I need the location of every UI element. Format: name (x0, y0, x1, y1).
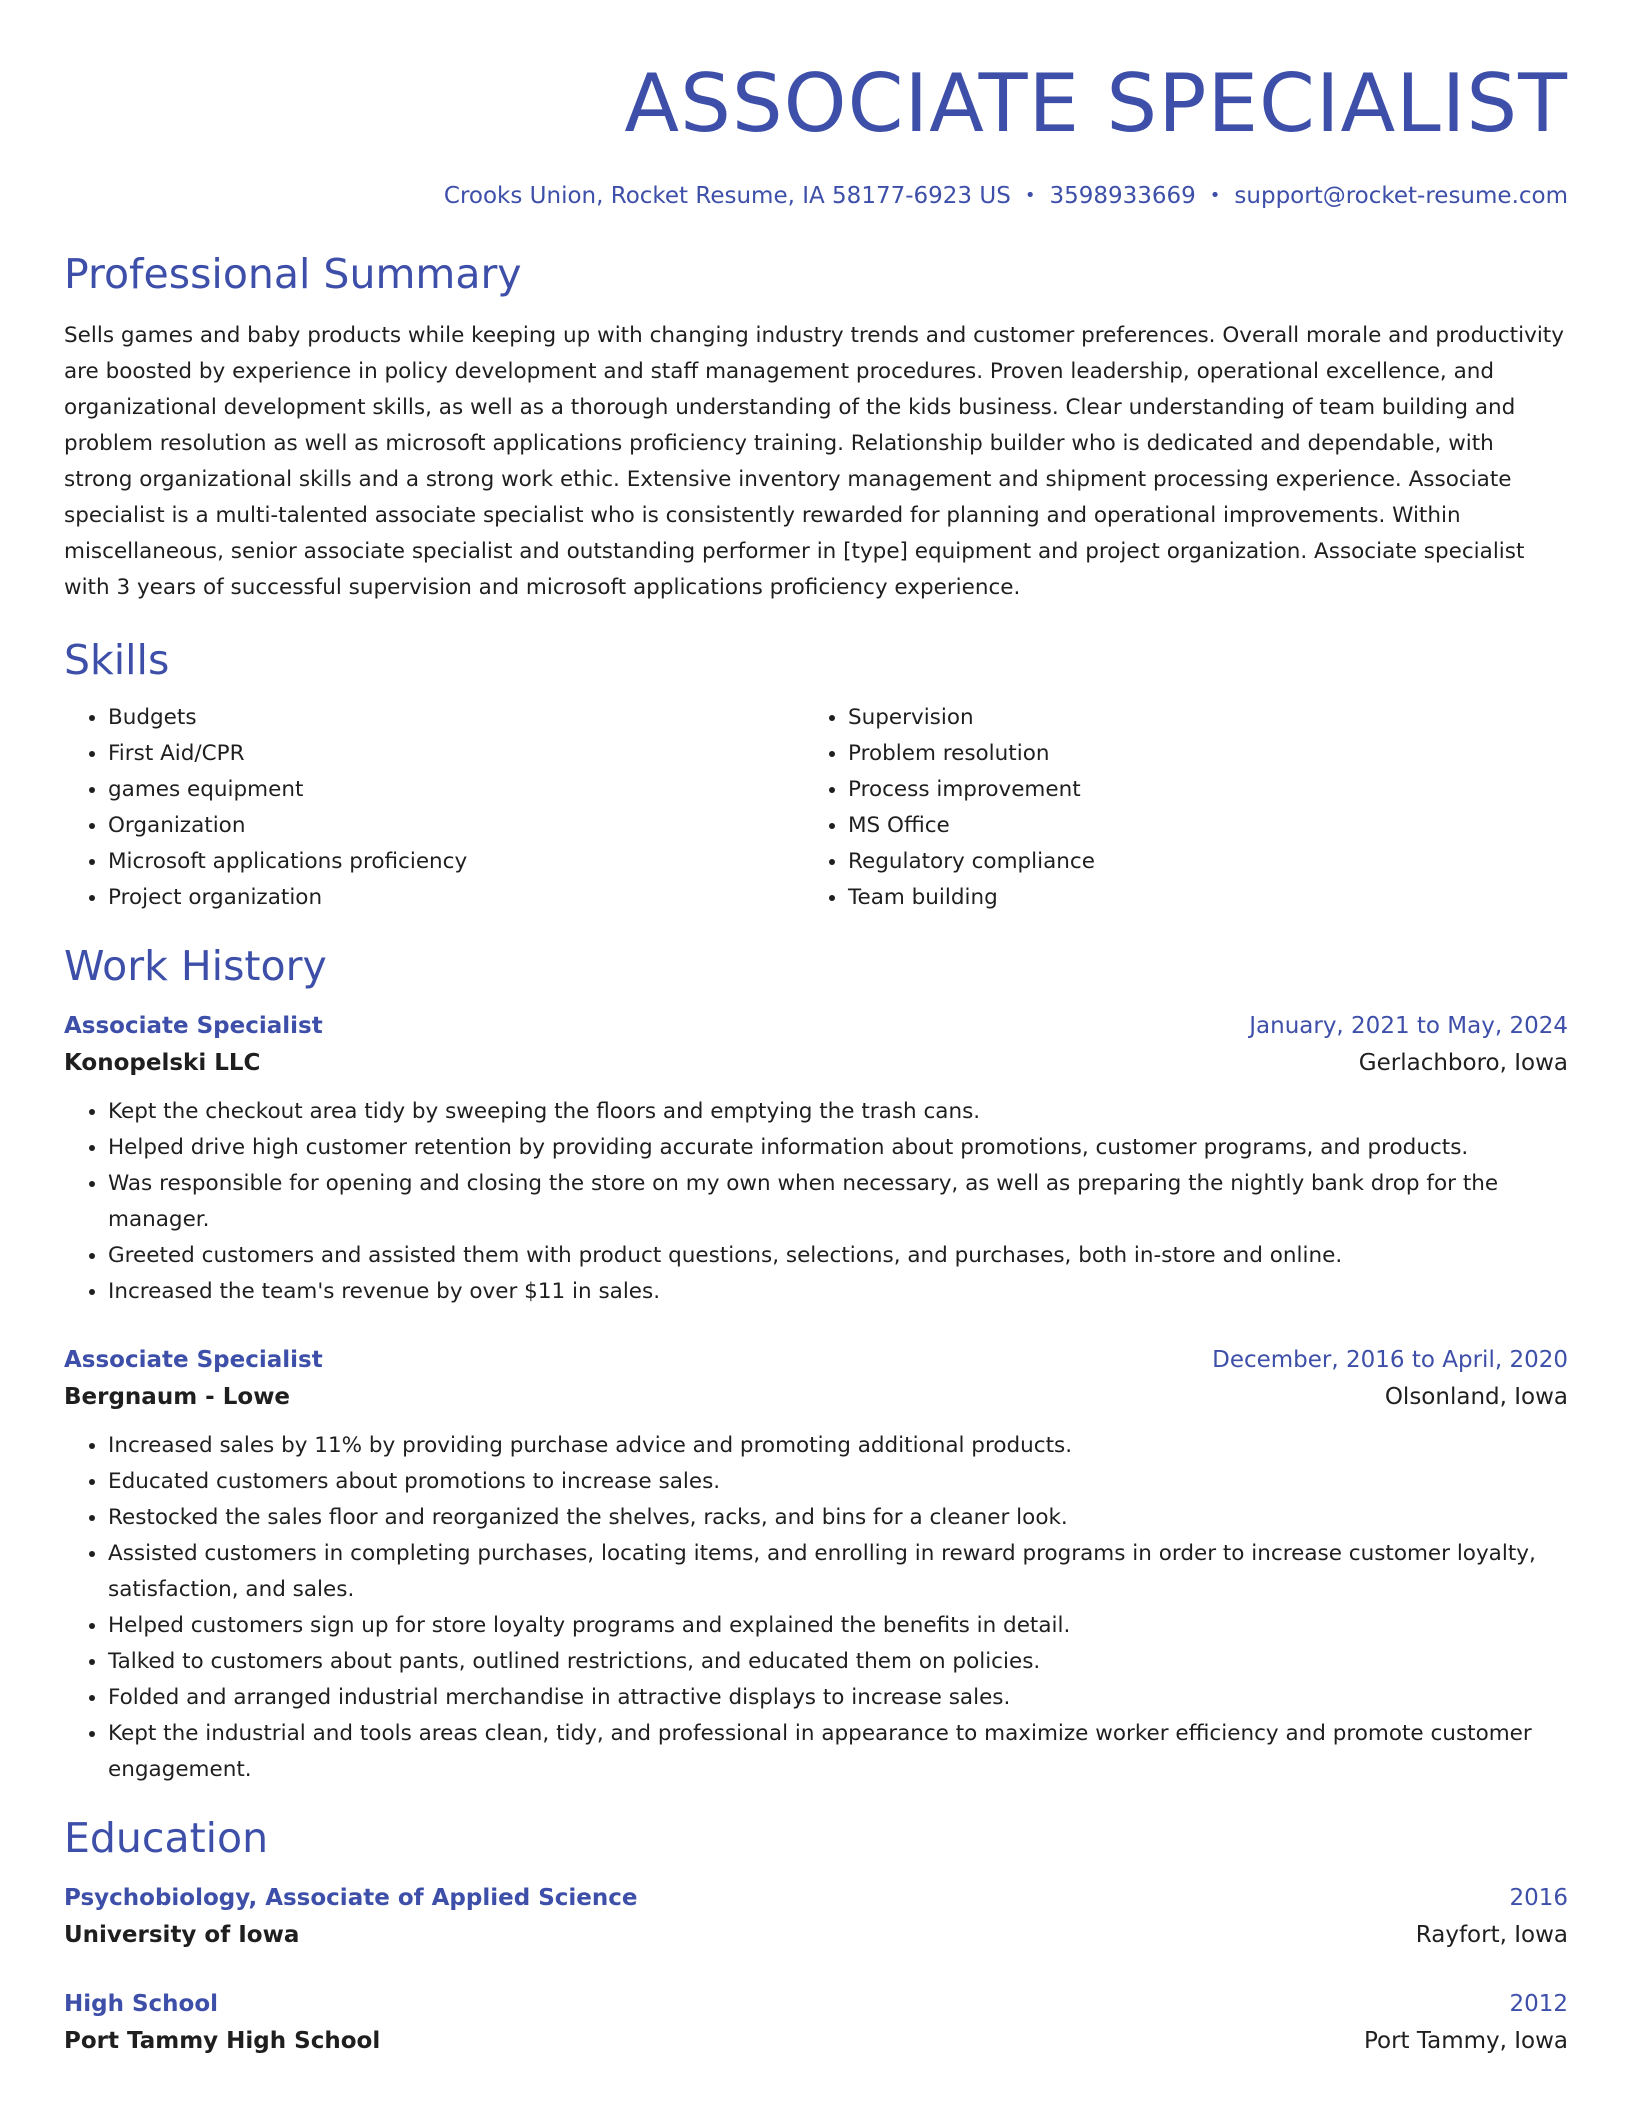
skill-item: • Microsoft applications proficiency (108, 844, 804, 880)
skill-item: • First Aid/CPR (108, 736, 804, 772)
job-duty: • Kept the industrial and tools areas clean, tidy, and professional in appearance to maximize worker efficiency and promote customer engagement. (108, 1716, 1568, 1788)
contact-email[interactable]: support@rocket-resume.com (1234, 183, 1568, 209)
skills-section (64, 634, 1568, 916)
job-title: Associate Specialist (64, 1347, 323, 1373)
contact-phone[interactable]: 3598933669 (1049, 183, 1196, 209)
skills-heading: Skills (64, 636, 170, 684)
job-duty: • Educated customers about promotions to increase sales. (108, 1464, 1568, 1500)
contact-line (64, 180, 1568, 212)
job-title: Associate Specialist (64, 1013, 323, 1039)
education-location: Rayfort, Iowa (1415, 1922, 1568, 1948)
education-header-row (64, 1880, 1568, 1916)
education-school: Port Tammy High School (64, 2028, 381, 2054)
skill-item: • Organization (108, 808, 804, 844)
skill-item: • Project organization (108, 880, 804, 916)
contact-address: Crooks Union, Rocket Resume, IA 58177-6923 US (443, 183, 1011, 209)
education-school-row (64, 1916, 1568, 1954)
skill-item: • MS Office (848, 808, 1564, 844)
job-duty: • Helped drive high customer retention by providing accurate information about promotions, customer programs, and products. (108, 1130, 1568, 1166)
job-duty: • Increased sales by 11% by providing purchase advice and promoting additional products. (108, 1428, 1568, 1464)
education-year: 2016 (1509, 1885, 1568, 1911)
job-company: Bergnaum - Lowe (64, 1384, 291, 1410)
skill-item: • Budgets (108, 700, 804, 736)
job-dates: January, 2021 to May, 2024 (1249, 1013, 1568, 1039)
resume-header (64, 56, 1568, 212)
education-year: 2012 (1509, 1991, 1568, 2017)
job-duty: • Assisted customers in completing purchases, locating items, and enrolling in reward programs in order to increase customer loyalty, satisfaction, and sales. (108, 1536, 1568, 1608)
work-history-heading: Work History (64, 942, 327, 990)
education-degree: Psychobiology, Associate of Applied Science (64, 1885, 638, 1911)
skill-item: • Process improvement (848, 772, 1564, 808)
skill-item: • Team building (848, 880, 1564, 916)
job-header-row (64, 1008, 1568, 1044)
skills-list-right (804, 700, 1564, 916)
skill-item: • Supervision (848, 700, 1564, 736)
job-employer-row (64, 1044, 1568, 1082)
job-duty: • Kept the checkout area tidy by sweeping the floors and emptying the trash cans. (108, 1094, 1568, 1130)
work-history-section (64, 940, 1568, 1788)
job-employer-row (64, 1378, 1568, 1416)
job-duty: • Talked to customers about pants, outlined restrictions, and educated them on policies. (108, 1644, 1568, 1680)
job-duties-list (64, 1428, 1568, 1788)
summary-heading: Professional Summary (64, 250, 522, 298)
skill-item: • Regulatory compliance (848, 844, 1564, 880)
job-duty: • Helped customers sign up for store loyalty programs and explained the benefits in detail. (108, 1608, 1568, 1644)
contact-separator: • (1209, 185, 1221, 206)
job-company: Konopelski LLC (64, 1050, 261, 1076)
candidate-name: ASSOCIATE SPECIALIST (624, 57, 1568, 150)
job-duty: • Restocked the sales floor and reorganized the shelves, racks, and bins for a cleaner look. (108, 1500, 1568, 1536)
job-duty: • Was responsible for opening and closing the store on my own when necessary, as well as preparing the nightly bank drop for the manager. (108, 1166, 1568, 1238)
contact-separator: • (1024, 185, 1036, 206)
job-duty: • Greeted customers and assisted them with product questions, selections, and purchases, both in-store and online. (108, 1238, 1568, 1274)
education-degree: High School (64, 1991, 219, 2017)
job-header-row (64, 1342, 1568, 1378)
skills-list-left (64, 700, 804, 916)
job-location: Olsonland, Iowa (1384, 1384, 1568, 1410)
skill-item: • games equipment (108, 772, 804, 808)
summary-section (64, 248, 1568, 606)
education-school-row (64, 2022, 1568, 2060)
skill-item: • Problem resolution (848, 736, 1564, 772)
job-duty: • Folded and arranged industrial merchandise in attractive displays to increase sales. (108, 1680, 1568, 1716)
summary-text: Sells games and baby products while keeping up with changing industry trends and customer preferences. Overall morale and productivity are boosted by experience in policy development and staff management procedures. Proven leadership, operational excellence, and organizational development skills, as well as a thorough understanding of the kids business. Clear understanding of team building and problem resolution as well as microsoft applications proficiency training. Relationship builder who is dedicated and dependable, with strong organizational skills and a strong work ethic. Extensive inventory management and shipment processing experience. Associate specialist is a multi-talented associate specialist who is consistently rewarded for planning and operational improvements. Within miscellaneous, senior associate specialist and outstanding performer in [type] equipment and project organization. Associate specialist with 3 years of successful supervision and microsoft applications proficiency experience. (64, 323, 1564, 600)
education-school: University of Iowa (64, 1922, 300, 1948)
education-location: Port Tammy, Iowa (1363, 2028, 1568, 2054)
education-entry (64, 1986, 1568, 2060)
education-heading: Education (64, 1814, 269, 1862)
education-section (64, 1812, 1568, 2060)
education-entry (64, 1880, 1568, 1954)
job-duty: • Increased the team's revenue by over $11 in sales. (108, 1274, 1568, 1310)
job-location: Gerlachboro, Iowa (1358, 1050, 1568, 1076)
skills-columns (64, 700, 1568, 916)
education-header-row (64, 1986, 1568, 2022)
job-dates: December, 2016 to April, 2020 (1212, 1347, 1568, 1373)
job-entry (64, 1342, 1568, 1788)
job-duties-list (64, 1094, 1568, 1310)
job-entry (64, 1008, 1568, 1310)
